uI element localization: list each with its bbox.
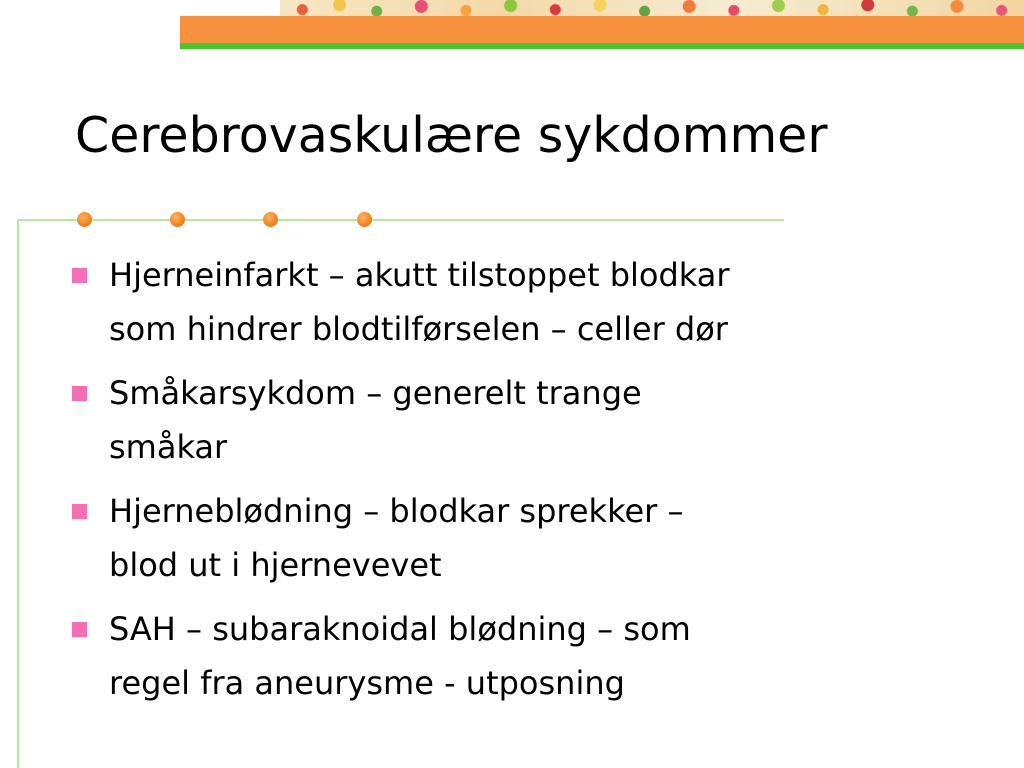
bullet-line: Småkarsykdom – generelt trange xyxy=(109,374,642,412)
green-accent-line xyxy=(180,43,1024,49)
bullet-line: SAH – subaraknoidal blødning – som xyxy=(109,610,691,648)
bullet-line: blod ut i hjernevevet xyxy=(109,546,442,584)
orange-accent-bar xyxy=(180,16,1024,43)
slide-title: Cerebrovaskulære sykdommer xyxy=(75,107,828,164)
pink-square-icon xyxy=(72,386,87,401)
bullet-text xyxy=(109,366,939,474)
orange-dot-icon xyxy=(77,212,92,227)
bullet-line: regel fra aneurysme - utposning xyxy=(109,664,625,702)
bullet-line: Hjerneblødning – blodkar sprekker – xyxy=(109,492,684,530)
bullet-item-smakarsykdom xyxy=(72,366,972,474)
bullet-text xyxy=(109,484,939,592)
left-frame-line xyxy=(17,219,19,768)
floral-image-strip xyxy=(280,0,1024,16)
orange-dot-icon xyxy=(263,212,278,227)
bullet-item-hjerneblodning xyxy=(72,484,972,592)
title-divider-line xyxy=(17,219,784,221)
pink-square-icon xyxy=(72,268,87,283)
bullet-line: småkar xyxy=(109,428,228,466)
bullet-item-hjerneinfarkt xyxy=(72,248,972,356)
bullet-line: som hindrer blodtilførselen – celler dør xyxy=(109,310,728,348)
pink-square-icon xyxy=(72,504,87,519)
orange-dot-icon xyxy=(357,212,372,227)
bullet-text xyxy=(109,248,939,356)
orange-dot-icon xyxy=(170,212,185,227)
bullet-line: Hjerneinfarkt – akutt tilstoppet blodkar xyxy=(109,256,730,294)
header-banner xyxy=(180,0,1024,50)
bullet-item-sah xyxy=(72,602,972,710)
bullet-list xyxy=(72,248,972,720)
bullet-text xyxy=(109,602,939,710)
pink-square-icon xyxy=(72,622,87,637)
